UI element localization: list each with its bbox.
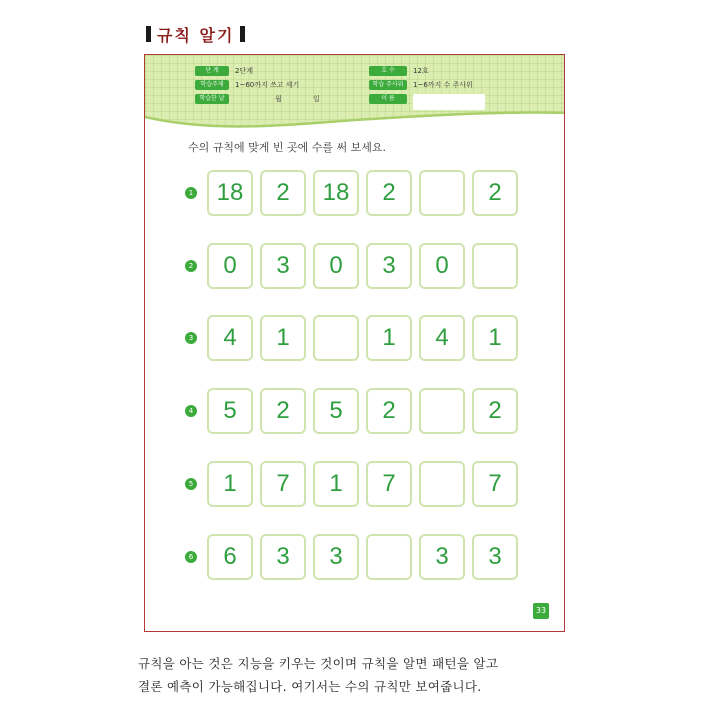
- number-cell: 2: [260, 388, 306, 434]
- date-day: 일: [313, 95, 320, 103]
- answer-blank-cell[interactable]: [313, 315, 359, 361]
- number-cell: 2: [472, 170, 518, 216]
- issue-label: 호 수: [369, 66, 407, 76]
- answer-blank-cell[interactable]: [419, 388, 465, 434]
- number-cell: 2: [472, 388, 518, 434]
- page-number: 33: [533, 603, 549, 619]
- number-cell: 7: [366, 461, 412, 507]
- instruction-text: 수의 규칙에 맞게 빈 곳에 수를 써 보세요.: [188, 141, 386, 154]
- name-label: 이 름: [369, 94, 407, 104]
- number-cell: 3: [472, 534, 518, 580]
- section-title-text: 규칙 알기: [157, 25, 235, 45]
- number-cell: 4: [419, 315, 465, 361]
- number-cell: 0: [313, 243, 359, 289]
- number-cell: 7: [260, 461, 306, 507]
- number-cell: 7: [472, 461, 518, 507]
- problem-number-badge: 2: [185, 260, 197, 272]
- caption-line: 결론 예측이 가능해집니다. 여기서는 수의 규칙만 보여줍니다.: [138, 679, 482, 694]
- number-cell: 2: [260, 170, 306, 216]
- problem-number-badge: 5: [185, 478, 197, 490]
- number-cell: 2: [366, 170, 412, 216]
- problem-row: [185, 387, 525, 435]
- issue-value: 12호: [413, 67, 429, 75]
- problem-number-badge: 3: [185, 332, 197, 344]
- topic-value: 1~60까지 쓰고 세기: [235, 81, 300, 89]
- level-label: 단 계: [195, 66, 229, 76]
- number-cell: 1: [366, 315, 412, 361]
- worksheet-page: [144, 54, 565, 632]
- number-cell: 2: [366, 388, 412, 434]
- title-left-bar: [146, 26, 151, 42]
- number-cell: 3: [260, 534, 306, 580]
- answer-blank-cell[interactable]: [366, 534, 412, 580]
- number-cell: 1: [207, 461, 253, 507]
- problem-row: [185, 533, 525, 581]
- section-title: [146, 22, 245, 46]
- answer-blank-cell[interactable]: [472, 243, 518, 289]
- number-cell: 6: [207, 534, 253, 580]
- number-cell: 3: [313, 534, 359, 580]
- answer-blank-cell[interactable]: [419, 461, 465, 507]
- problem-row: [185, 169, 525, 217]
- problem-number-badge: 1: [185, 187, 197, 199]
- dice-value: 1~6까지 수 주사위: [413, 81, 473, 89]
- number-cell: 18: [207, 170, 253, 216]
- header-wave: [145, 107, 565, 135]
- number-cell: 1: [313, 461, 359, 507]
- number-cell: 1: [472, 315, 518, 361]
- date-month: 월: [275, 95, 282, 103]
- dice-label: 학습 주사위: [369, 80, 407, 90]
- problem-row: [185, 460, 525, 508]
- number-cell: 3: [366, 243, 412, 289]
- date-label: 학습한 날: [195, 94, 229, 104]
- problem-number-badge: 6: [185, 551, 197, 563]
- problem-row: [185, 314, 525, 362]
- number-cell: 18: [313, 170, 359, 216]
- caption-line: 규칙을 아는 것은 지능을 키우는 것이며 규칙을 알면 패턴을 알고: [138, 656, 499, 671]
- number-cell: 3: [419, 534, 465, 580]
- number-cell: 4: [207, 315, 253, 361]
- number-cell: 0: [419, 243, 465, 289]
- title-right-bar: [240, 26, 245, 42]
- problem-number-badge: 4: [185, 405, 197, 417]
- number-cell: 5: [313, 388, 359, 434]
- caption: [138, 652, 568, 698]
- number-cell: 5: [207, 388, 253, 434]
- number-cell: 1: [260, 315, 306, 361]
- level-value: 2단계: [235, 67, 253, 75]
- number-cell: 0: [207, 243, 253, 289]
- answer-blank-cell[interactable]: [419, 170, 465, 216]
- topic-label: 학습주제: [195, 80, 229, 90]
- number-cell: 3: [260, 243, 306, 289]
- problem-row: [185, 242, 525, 290]
